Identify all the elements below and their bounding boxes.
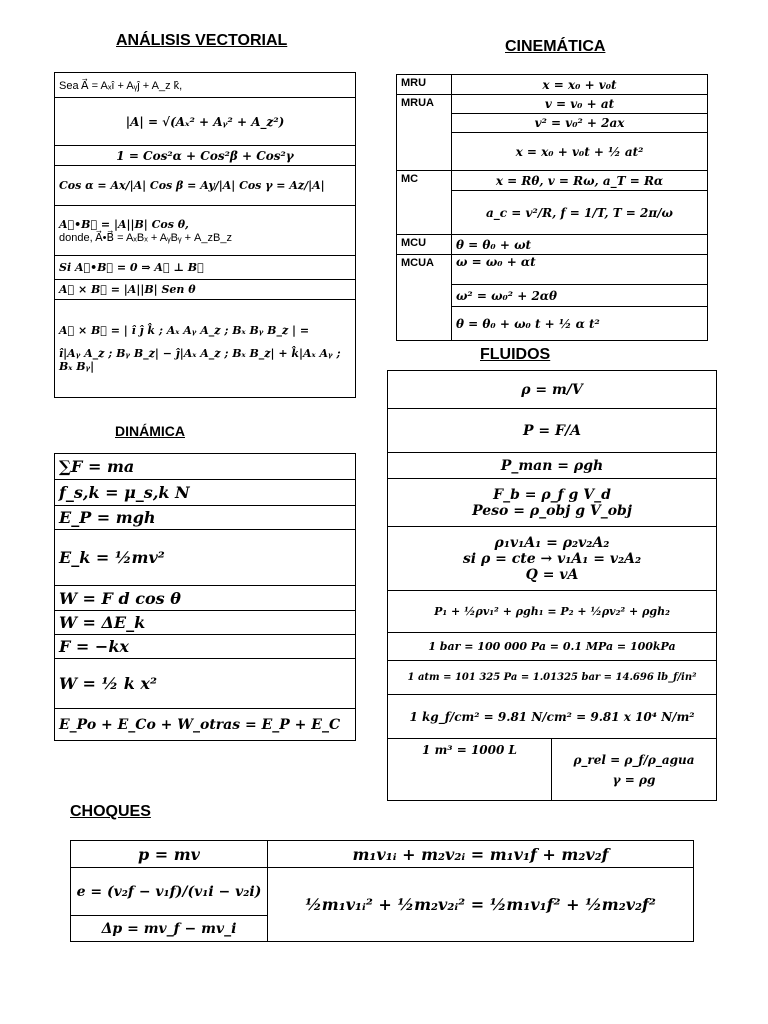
vec-magnitude: |A| = √(Aₓ² + Aᵧ² + A_z²)	[55, 98, 356, 146]
ch-momentum-conservation: m₁v₁ᵢ + m₂v₂ᵢ = m₁v₁f + m₂v₂f	[268, 841, 694, 868]
din-friction: f_s,k = μ_s,k N	[55, 480, 356, 506]
label-mcua: MCUA	[397, 255, 452, 341]
vec-definition: Sea A⃗ = Aₓî + Aᵧĵ + A_z k̂,	[55, 73, 356, 98]
title-vectorial: ANÁLISIS VECTORIAL	[116, 32, 288, 49]
formula-mcua-1: ω = ω₀ + αt	[452, 255, 708, 285]
formula-mrua-1: v = v₀ + at	[452, 95, 708, 114]
formula-mru: x = x₀ + v₀t	[452, 75, 708, 95]
formula-mc-1: x = Rθ, v = Rω, a_T = Rα	[452, 171, 708, 191]
title-choques: CHOQUES	[70, 803, 151, 820]
fl-density: ρ = m/V	[388, 371, 717, 409]
vec-cross-expansion: î|Aᵧ A_z ; Bᵧ B_z| − ĵ|Aₓ A_z ; Bₓ B_z| + k̂|Aₓ Aᵧ ; Bₓ Bᵧ|	[59, 347, 341, 373]
fl-kgf: 1 kg_f/cm² = 9.81 N/cm² = 9.81 x 10⁴ N/m²	[388, 695, 717, 739]
vec-perpendicular: Si A⃗•B⃗ = 0 ⇒ A⃗ ⊥ B⃗	[55, 256, 356, 280]
din-hooke: F = −kx	[55, 635, 356, 659]
fl-continuity	[388, 527, 717, 591]
fl-buoyancy	[388, 479, 717, 527]
ch-momentum: p = mv	[71, 841, 268, 868]
fl-bar: 1 bar = 100 000 Pa = 0.1 MPa = 100kPa	[388, 633, 717, 661]
vec-cross-matrix: A⃗ × B⃗ = | î ĵ k̂ ; Aₓ Aᵧ A_z ; Bₓ Bᵧ B_z | =	[59, 324, 310, 337]
fl-specific-weight: γ = ρg	[612, 772, 656, 787]
ch-restitution: e = (v₂f − v₁f)/(v₁i − v₂i)	[71, 868, 268, 916]
dinamica-table	[54, 453, 356, 741]
cinematica-table	[396, 74, 708, 341]
label-mrua: MRUA	[397, 95, 452, 171]
vectorial-table	[54, 72, 356, 398]
fl-manometric: P_man = ρgh	[388, 453, 717, 479]
fluidos-table	[387, 370, 717, 801]
title-fluidos: FLUIDOS	[480, 346, 551, 363]
fl-continuity-2: si ρ = cte → v₁A₁ = v₂A₂	[462, 550, 642, 567]
vec-dot-components: donde, A⃗•B⃗ = AₓBₓ + AᵧBᵧ + A_zB_z	[59, 231, 232, 244]
formula-mrua-2: v² = v₀² + 2ax	[452, 114, 708, 133]
title-cinematica: CINEMÁTICA	[505, 38, 606, 55]
fl-buoyancy-force: F_b = ρ_f g V_d	[493, 486, 611, 503]
title-dinamica: DINÁMICA	[115, 423, 185, 439]
din-work: W = F d cos θ	[55, 586, 356, 611]
din-spring-work: W = ½ k x²	[55, 659, 356, 709]
vec-cross-determinant	[55, 300, 356, 398]
choques-table	[70, 840, 694, 942]
fl-relative-density	[552, 739, 717, 801]
din-work-energy: W = ΔE_k	[55, 611, 356, 635]
din-kinetic: E_k = ½mv²	[55, 530, 356, 586]
din-potential: E_P = mgh	[55, 506, 356, 530]
vec-cross-magnitude: A⃗ × B⃗ = |A||B| Sen θ	[55, 280, 356, 300]
formula-mcua-2: ω² = ω₀² + 2αθ	[452, 285, 708, 307]
fl-bernoulli: P₁ + ½ρv₁² + ρgh₁ = P₂ + ½ρv₂² + ρgh₂	[388, 591, 717, 633]
din-newton: ∑F = ma	[55, 454, 356, 480]
din-conservation: E_Po + E_Co + W_otras = E_P + E_C	[55, 709, 356, 741]
vec-dot-product	[55, 206, 356, 256]
vec-cosine-identity: 1 = Cos²α + Cos²β + Cos²γ	[55, 146, 356, 166]
vec-direction-cosines: Cos α = Ax/|A| Cos β = Ay/|A| Cos γ = Az/|A|	[55, 166, 356, 206]
vec-dot-def: A⃗•B⃗ = |A||B| Cos θ,	[59, 217, 189, 231]
fl-atm: 1 atm = 101 325 Pa = 1.01325 bar = 14.696 lb_f/in²	[388, 661, 717, 695]
fl-rho-rel: ρ_rel = ρ_f/ρ_agua	[573, 752, 695, 767]
fl-weight: Peso = ρ_obj g V_obj	[472, 502, 632, 519]
formula-mcua-3: θ = θ₀ + ω₀ t + ½ α t²	[452, 307, 708, 341]
fl-volume: 1 m³ = 1000 L	[388, 739, 552, 801]
formula-mcu: θ = θ₀ + ωt	[452, 235, 708, 255]
formula-mrua-3: x = x₀ + v₀t + ½ at²	[452, 133, 708, 171]
fl-pressure: P = F/A	[388, 409, 717, 453]
fl-flow-rate: Q = vA	[525, 566, 579, 583]
ch-energy-conservation: ½m₁v₁ᵢ² + ½m₂v₂ᵢ² = ½m₁v₁f² + ½m₂v₂f²	[268, 868, 694, 942]
label-mcu: MCU	[397, 235, 452, 255]
label-mru: MRU	[397, 75, 452, 95]
ch-impulse: Δp = mv_f − mv_i	[71, 916, 268, 942]
label-mc: MC	[397, 171, 452, 235]
formula-mc-2: a_c = v²/R, f = 1/T, T = 2π/ω	[452, 191, 708, 235]
fl-continuity-1: ρ₁v₁A₁ = ρ₂v₂A₂	[494, 534, 610, 551]
